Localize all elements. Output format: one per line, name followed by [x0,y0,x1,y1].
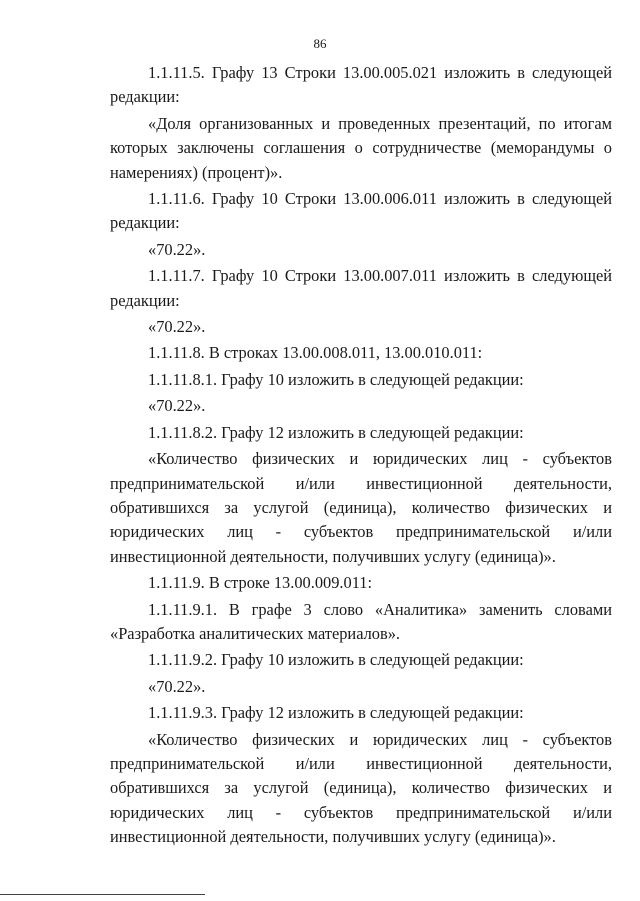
quote-entities-count: «Количество физических и юридических лиц - субъектов предпринимательской и/или инвестиционной деятельности, обратившихся за услугой (единица), количество физических и юридических лиц - субъектов предпринимательской и/или инвестиционной деятельности, получивших услугу (единица)». [110,449,612,566]
paragraph-1-1-11-9-3: 1.1.11.9.3. Графу 12 изложить в следующей редакции: [148,703,524,723]
quote-code: «70.22». [148,317,206,337]
paragraph-1-1-11-7: 1.1.11.7. Графу 10 Строки 13.00.007.011 изложить в следующей редакции: [110,266,612,310]
paragraph-1-1-11-9-2: 1.1.11.9.2. Графу 10 изложить в следующей редакции: [148,650,524,670]
page-number: 86 [313,36,327,51]
document-body [110,61,612,850]
quote-code: «70.22». [148,239,206,259]
quote-code: «70.22». [148,396,206,416]
quote-presentations-share: «Доля организованных и проведенных презентаций, по итогам которых заключены соглашения о сотрудничестве (меморандумы о намерениях) (процент)». [110,113,612,182]
paragraph-1-1-11-9: 1.1.11.9. В строке 13.00.009.011: [148,573,373,593]
paragraph-1-1-11-8-2: 1.1.11.8.2. Графу 12 изложить в следующей редакции: [148,422,524,442]
quote-code: «70.22». [148,676,206,696]
paragraph-1-1-11-8: 1.1.11.8. В строках 13.00.008.011, 13.00.010.011: [148,343,483,363]
quote-entities-count: «Количество физических и юридических лиц - субъектов предпринимательской и/или инвестиционной деятельности, обратившихся за услугой (единица), количество физических и юридических лиц - субъектов предпринимательской и/или инвестиционной деятельности, получивших услугу (единица)». [110,729,612,847]
paragraph-1-1-11-9-1: 1.1.11.9.1. В графе 3 слово «Аналитика» заменить словами «Разработка аналитических материалов». [110,599,612,643]
footnote-separator [0,894,205,895]
paragraph-1-1-11-6: 1.1.11.6. Графу 10 Строки 13.00.006.011 изложить в следующей редакции: [110,189,612,233]
paragraph-1-1-11-8-1: 1.1.11.8.1. Графу 10 изложить в следующей редакции: [148,369,524,389]
paragraph-1-1-11-5: 1.1.11.5. Графу 13 Строки 13.00.005.021 изложить в следующей редакции: [110,63,612,107]
